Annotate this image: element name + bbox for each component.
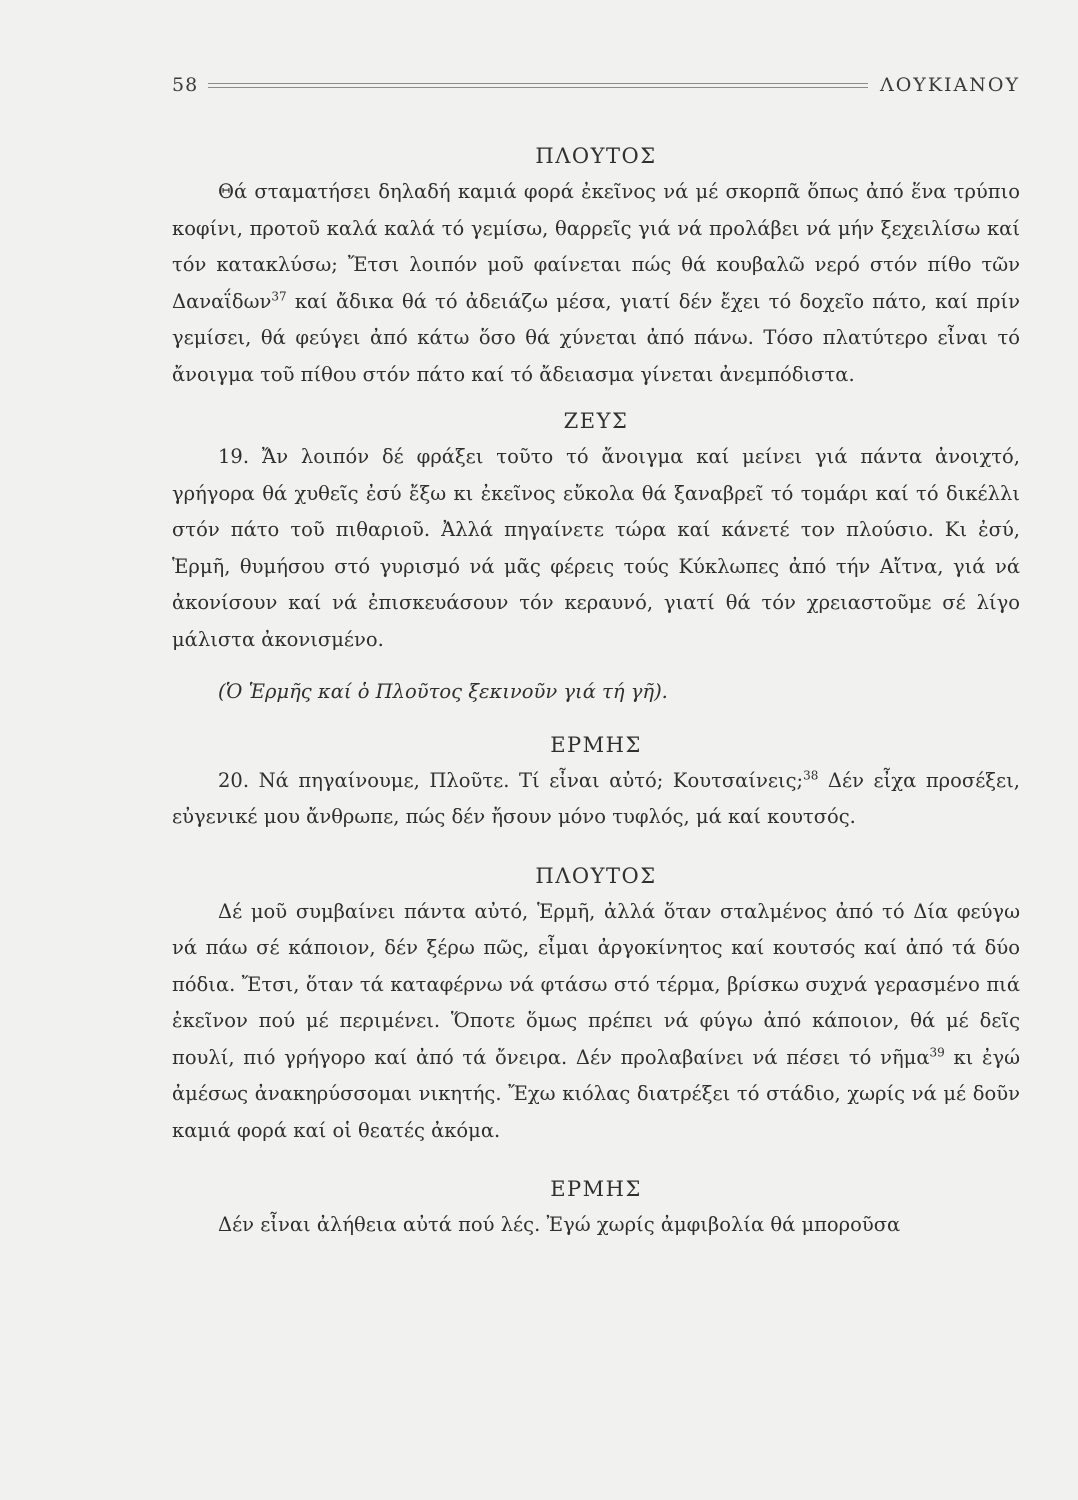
dialogue-paragraph: Δέ μοῦ συμβαίνει πάντα αὐτό, Ἑρμῆ, ἀλλά ὅταν σταλμένος ἀπό τό Δία φεύγω νά πάω σέ κάποιον, δέν ξέρω πῶς, εἶμαι ἀργοκίνητος καί κουτσός καί ἀπό τά δύο πόδια. Ἔτσι, ὅταν τά καταφέρνω νά φτάσω στό τέρμα, βρίσκω συχνά γερασμένο πιά ἐκεῖνον πού μέ περιμένει. Ὅποτε ὅμως πρέπει νά φύγω ἀπό κάποιον, θά μέ δεῖς πουλί, πιό γρήγορο καί ἀπό τά ὄνειρα. Δέν προλαβαίνει νά πέσει τό νῆμα$^{39}$ κι ἐγώ ἀμέσως ἀνακηρύσσομαι νικητής. Ἔχω κιόλας διατρέξει τό στάδιο, χωρίς νά μέ δοῦν καμιά φορά καί οἱ θεατές ἀκόμα. bbox=[172, 899, 1021, 1142]
header-rule bbox=[208, 83, 868, 88]
footnote-marker: 38 bbox=[803, 768, 819, 782]
stage-direction: (Ὁ Ἑρμῆς καί ὁ Πλοῦτος ξεκινοῦν γιά τή γῆ). bbox=[218, 680, 668, 703]
dialogue-paragraph: Δέν εἶναι ἀλήθεια αὐτά πού λές. Ἐγώ χωρίς ἀμφιβολία θά μποροῦσα bbox=[218, 1213, 901, 1236]
footnote-marker: 39 bbox=[929, 1045, 945, 1059]
dialogue-paragraph: Θά σταματήσει δηλαδή καμιά φορά ἐκεῖνος νά μέ σκορπᾶ ὅπως ἀπό ἕνα τρύπιο κοφίνι, προτοῦ καλά καλά τό γεμίσω, θαρρεῖς γιά νά προλάβει νά μήν ξεχειλίσω καί τόν κατακλύσω; Ἔτσι λοιπόν μοῦ φαίνεται πώς θά κουβαλῶ νερό στόν πίθο τῶν Δαναΐδων$^{37}$ καί ἄδικα θά τό ἀδειάζω μέσα, γιατί δέν ἔχει τό δοχεῖο πάτο, καί πρίν γεμίσει, θά φεύγει ἀπό κάτω ὅσο θά χύνεται ἀπό πάνω. Τόσο πλατύτερο εἶναι τό ἄνοιγμα τοῦ πίθου στόν πάτο καί τό ἄδειασμα γίνεται ἀνεμπόδιστα. bbox=[172, 180, 1020, 386]
speaker-heading: ΠΛΟΥΤΟΣ bbox=[535, 863, 657, 888]
speaker-heading: ΠΛΟΥΤΟΣ bbox=[535, 144, 657, 168]
speaker-heading: ΕΡΜΗΣ bbox=[550, 732, 642, 757]
dialogue-body bbox=[172, 138, 1020, 1244]
speaker-heading: ΕΡΜΗΣ bbox=[550, 1177, 642, 1201]
speaker-heading: ΖΕΥΣ bbox=[563, 409, 629, 433]
dialogue-paragraph: 19. Ἄν λοιπόν δέ φράξει τοῦτο τό ἄνοιγμα καί μείνει γιά πάντα ἀνοιχτό, γρήγορα θά χυθεῖς ἐσύ ἔξω κι ἐκεῖνος εὔκολα θά ξαναβρεῖ τό τομάρι καί τό δικέλλι στόν πάτο τοῦ πιθαριοῦ. Ἀλλά πηγαίνετε τώρα καί κάνετέ τον πλούσιο. Κι ἐσύ, Ἑρμῆ, θυμήσου στό γυρισμό νά μᾶς φέρεις τούς Κύκλωπες ἀπό τήν Αἴτνα, γιά νά ἀκονίσουν καί νά ἐπισκευάσουν τόν κεραυνό, γιατί θά τόν χρειαστοῦμε σέ λίγο μάλιστα ἀκονισμένο. bbox=[172, 445, 1020, 651]
page-number: 58 bbox=[172, 74, 199, 96]
running-header bbox=[172, 74, 1020, 96]
running-title: ΛΟΥΚΙΑΝΟΥ bbox=[879, 74, 1020, 96]
footnote-marker: 37 bbox=[271, 289, 287, 303]
dialogue-paragraph: 20. Νά πηγαίνουμε, Πλοῦτε. Τί εἶναι αὐτό; Κουτσαίνεις;$^{38}$ Δέν εἶχα προσέξει, εὐγενικέ μου ἄνθρωπε, πώς δέν ἤσουν μόνο τυφλός, μά καί κουτσός. bbox=[172, 768, 1020, 828]
